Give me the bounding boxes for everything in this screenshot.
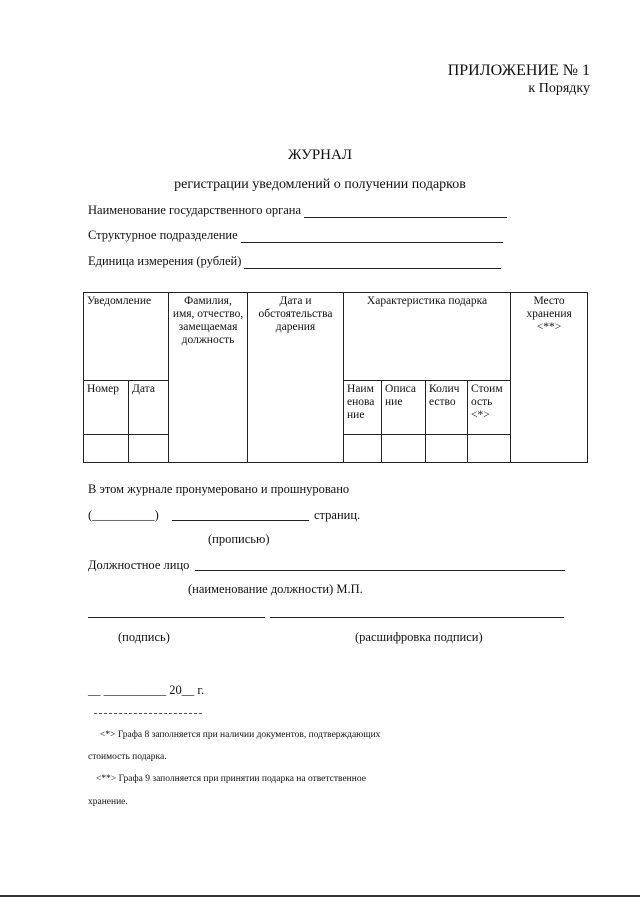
subheader-date: Дата (129, 381, 169, 435)
header-date-circumstances: Дата и обстоятельства дарения (248, 293, 344, 463)
subheader-cost: Стоим ость <*> (468, 381, 511, 435)
subheader-name: Наим енова ние (344, 381, 382, 435)
pages-paren-blank[interactable]: (__________) (88, 508, 159, 522)
org-name-label: Наименование государственного органа (88, 203, 302, 217)
footnote-2-line1: <**> Графа 9 заполняется при принятии подарка на ответственное (96, 774, 366, 784)
registration-table (83, 292, 588, 463)
decoding-caption: (расшифровка подписи) (355, 630, 483, 644)
document-subtitle: регистрации уведомлений о получении подарков (174, 177, 466, 192)
header-gift-characteristic: Характеристика подарка (344, 293, 511, 381)
position-caption: (наименование должности) М.П. (188, 582, 363, 596)
header-fio: Фамилия, имя, отчество, замещаемая должность (169, 293, 248, 463)
table-cell[interactable] (344, 435, 382, 463)
table-cell[interactable] (129, 435, 169, 463)
date-line[interactable]: __ __________ 20__ г. (88, 683, 205, 697)
org-name-line[interactable] (304, 205, 507, 218)
unit-label: Единица измерения (рублей) (88, 254, 242, 268)
official-label: Должностное лицо (88, 558, 190, 572)
unit-line[interactable] (244, 256, 501, 269)
subheader-number: Номер (84, 381, 129, 435)
appendix-label: ПРИЛОЖЕНИЕ № 1 (447, 62, 590, 79)
division-line[interactable] (241, 230, 503, 243)
to-order-label: к Порядку (528, 81, 590, 96)
table-cell[interactable] (468, 435, 511, 463)
table-cell[interactable] (382, 435, 426, 463)
footnote-2-line2: хранение. (88, 797, 128, 807)
header-storage-place: Место хранения <**> (511, 293, 588, 463)
document-title: ЖУРНАЛ (287, 147, 353, 163)
pages-count-line[interactable] (172, 520, 309, 521)
header-notification: Уведомление (84, 293, 169, 381)
subheader-quantity: Колич ество (426, 381, 468, 435)
subheader-description: Описа ние (382, 381, 426, 435)
official-line[interactable] (195, 570, 565, 571)
table-cell[interactable] (426, 435, 468, 463)
division-label: Структурное подразделение (88, 228, 238, 242)
unit-field (88, 254, 501, 269)
footnote-1-line1: <*> Графа 8 заполняется при наличии документов, подтверждающих (100, 730, 381, 740)
in-words-caption: (прописью) (208, 532, 270, 546)
scan-edge (0, 895, 640, 897)
footnote-separator (94, 713, 202, 714)
numbered-text: В этом журнале пронумеровано и прошнуровано (88, 482, 350, 496)
signature-line[interactable] (88, 617, 265, 618)
footnote-1-line2: стоимость подарка. (88, 752, 167, 762)
org-name-field (88, 203, 507, 218)
signature-caption: (подпись) (118, 630, 170, 644)
decoding-line[interactable] (270, 617, 564, 618)
division-field (88, 228, 503, 243)
pages-label: страниц. (314, 508, 361, 522)
table-cell[interactable] (84, 435, 129, 463)
